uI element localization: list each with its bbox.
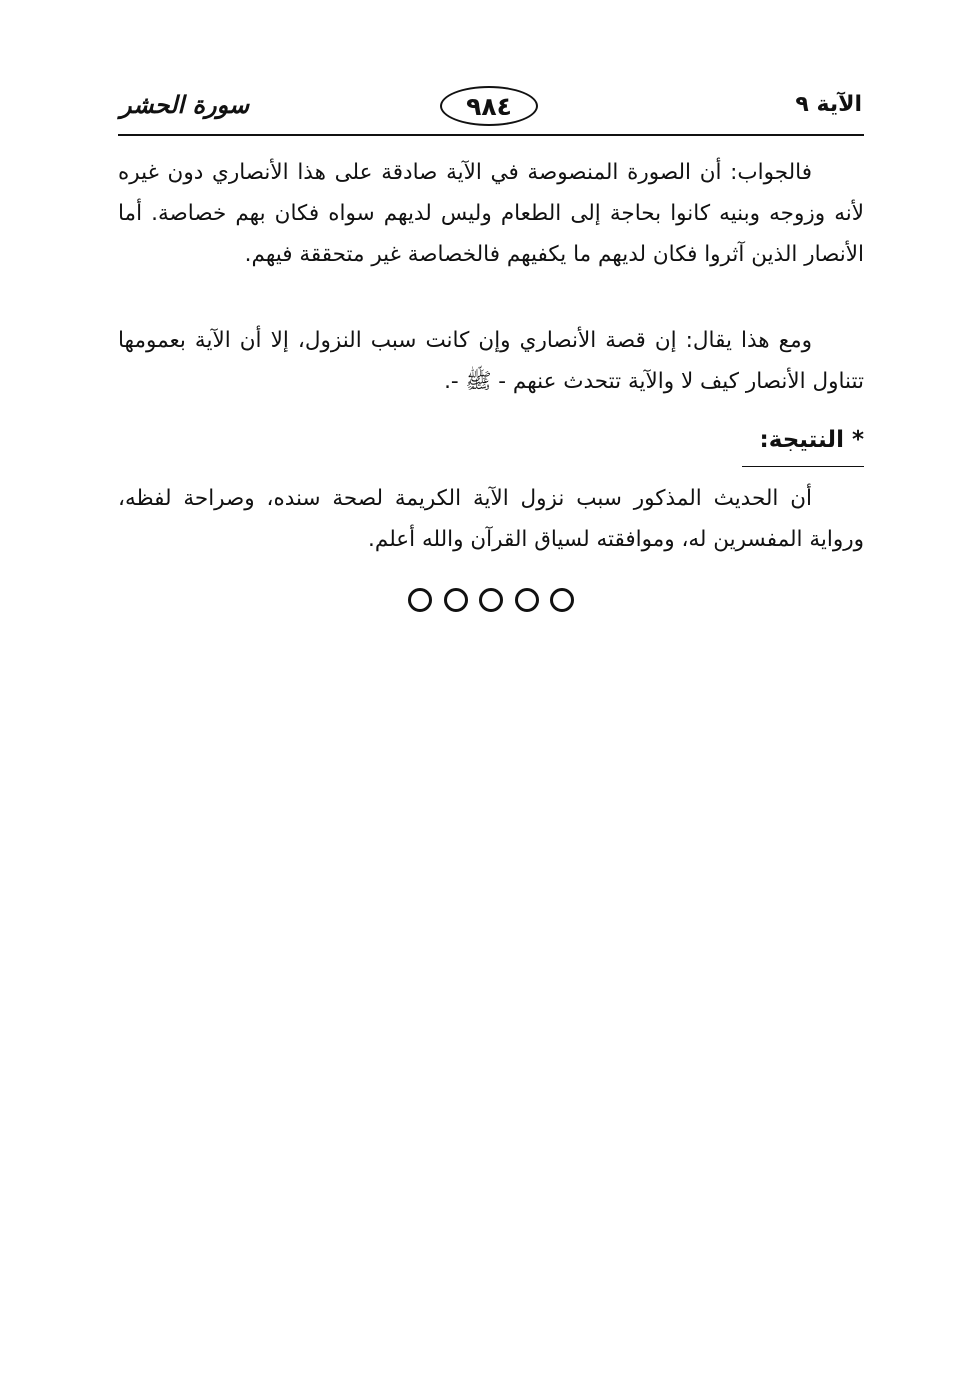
paragraph-note-text: ومع هذا يقال: إن قصة الأنصاري وإن كانت سبب النزول، إلا أن الآية بعمومها تتناول الأنصار كيف لا والآية تتحدث عنهم - ﷺ -. xyxy=(118,328,864,394)
paragraph-answer xyxy=(118,152,864,275)
ring-icon xyxy=(515,588,539,612)
header-rule xyxy=(118,134,864,136)
section-end-ornament xyxy=(408,588,574,612)
paragraph-result xyxy=(118,478,864,560)
heading-underline xyxy=(742,466,864,467)
ring-icon xyxy=(444,588,468,612)
paragraph-note xyxy=(118,320,864,402)
paragraph-answer-text: فالجواب: أن الصورة المنصوصة في الآية صادقة على هذا الأنصاري دون غيره لأنه وزوجه وبنيه كانوا بحاجة إلى الطعام وليس لديهم سواه فكان بهم خصاصة. أما الأنصار الذين آثروا فكان لديهم ما يكفيهم فالخصاصة غير متحققة فيهم. xyxy=(118,160,864,267)
ring-icon xyxy=(408,588,432,612)
surah-name: سورة الحشر xyxy=(120,90,250,119)
ring-icon xyxy=(550,588,574,612)
result-heading: * النتيجة: xyxy=(759,427,864,453)
paragraph-result-text: أن الحديث المذكور سبب نزول الآية الكريمة لصحة سنده، وصراحة لفظه، ورواية المفسرين له، وموافقته لسياق القرآن والله أعلم. xyxy=(118,486,864,552)
ring-icon xyxy=(479,588,503,612)
page-number: ٩٨٤ xyxy=(466,91,512,121)
page-number-frame xyxy=(440,86,538,126)
verse-label: الآية ٩ xyxy=(795,92,862,117)
